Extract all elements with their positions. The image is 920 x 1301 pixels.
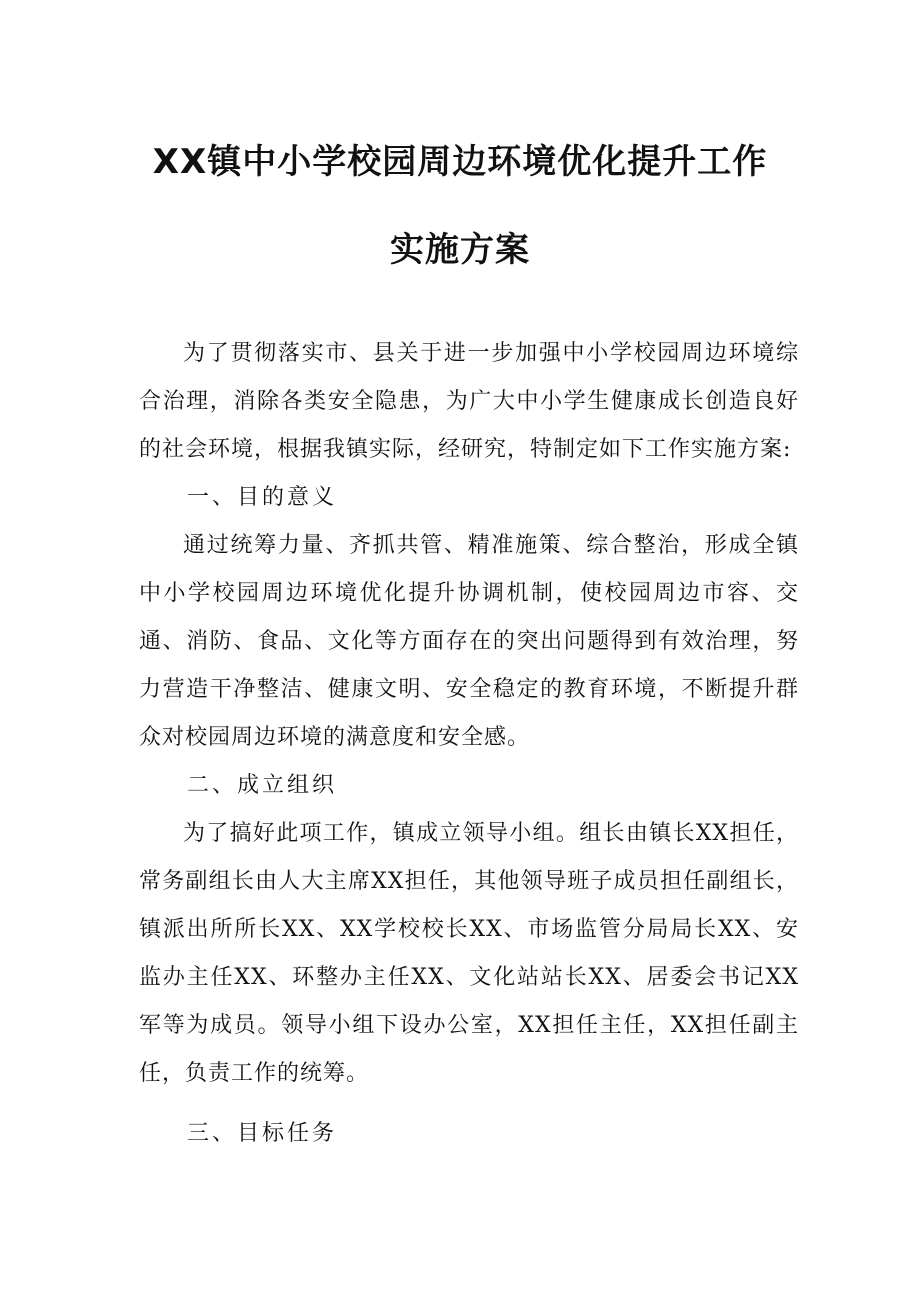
section-heading-organization: 二、成立组织 bbox=[187, 773, 338, 798]
section-heading-goals: 三、目标任务 bbox=[187, 1121, 338, 1146]
section-heading-purpose: 一、目的意义 bbox=[187, 485, 338, 510]
section-3-heading-block bbox=[139, 1110, 799, 1158]
intro-paragraph: 为了贯彻落实市、县关于进一步加强中小学校园周边环境综合治理，消除各类安全隐患，为广大中小学生健康成长创造良好的社会环境，根据我镇实际，经研究，特制定如下工作实施方案: bbox=[139, 341, 799, 462]
document-title: XX镇中小学校园周边环境优化提升工作 bbox=[152, 142, 768, 182]
intro-section bbox=[139, 330, 799, 474]
section-paragraph-organization: 为了搞好此项工作，镇成立领导小组。组长由镇长XX担任，常务副组长由人大主席XX担任，其他领导班子成员担任副组长，镇派出所所长XX、XX学校校长XX、市场监管分局局长XX、安监办主任XX、环整办主任XX、文化站站长XX、居委会书记XX军等为成员。领导小组下设办公室，XX担任主任，XX担任副主任，负责工作的统筹。 bbox=[139, 821, 799, 1086]
section-1-heading-block bbox=[139, 474, 799, 522]
document-title-subtitle: 实施方案 bbox=[390, 230, 530, 270]
section-2-heading-block bbox=[139, 762, 799, 810]
section-2-body bbox=[139, 810, 799, 1098]
section-1-body bbox=[139, 522, 799, 762]
section-paragraph-purpose: 通过统筹力量、齐抓共管、精准施策、综合整治，形成全镇中小学校园周边环境优化提升协调机制，使校园周边市容、交通、消防、食品、文化等方面存在的突出问题得到有效治理，努力营造干净整洁、健康文明、安全稳定的教育环境，不断提升群众对校园周边环境的满意度和安全感。 bbox=[139, 533, 799, 750]
